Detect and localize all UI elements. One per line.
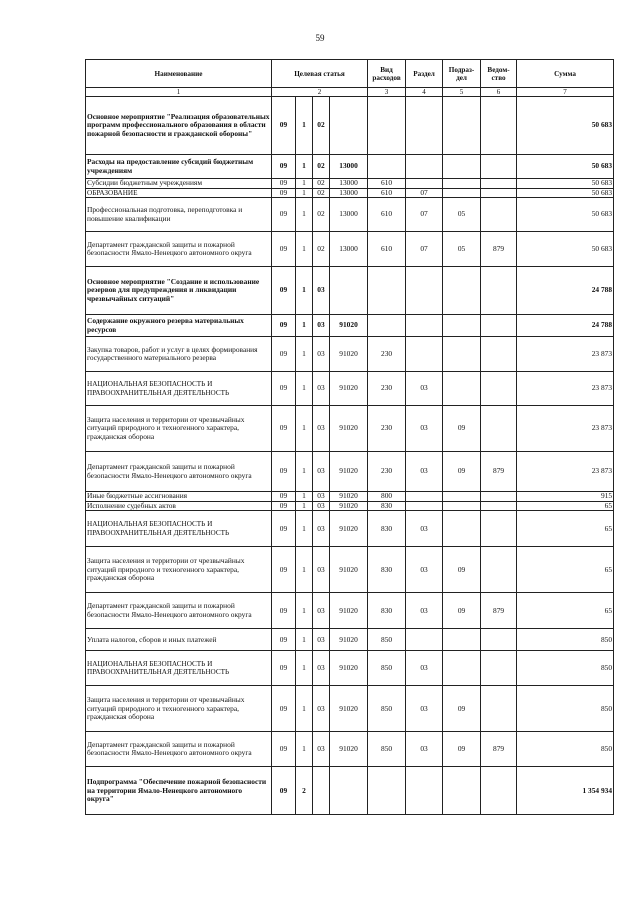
section: 03 [406, 547, 443, 593]
target-subprogram: 1 [296, 501, 313, 511]
target-subprogram: 1 [296, 406, 313, 452]
expense-type [368, 155, 406, 179]
amount: 65 [517, 511, 614, 547]
expense-type: 850 [368, 732, 406, 767]
amount: 65 [517, 501, 614, 511]
amount: 65 [517, 593, 614, 629]
header-exp-type: Вид расходов [368, 60, 406, 88]
row-name: Департамент гражданской защиты и пожарной безопасности Ямало-Ненецкого автономного округа [86, 593, 272, 629]
target-direction: 91020 [330, 547, 368, 593]
section [406, 155, 443, 179]
expense-type: 830 [368, 511, 406, 547]
table-row [86, 198, 614, 232]
target-activity: 03 [313, 492, 330, 502]
section [406, 179, 443, 189]
column-number: 3 [368, 88, 406, 97]
subsection [443, 767, 481, 815]
target-program: 09 [272, 267, 296, 315]
department-code [481, 372, 517, 406]
expense-type: 850 [368, 651, 406, 686]
expense-type: 230 [368, 337, 406, 372]
header-department: Ведом-ство [481, 60, 517, 88]
table-row [86, 651, 614, 686]
target-subprogram: 1 [296, 232, 313, 267]
target-activity: 03 [313, 315, 330, 337]
target-subprogram: 1 [296, 511, 313, 547]
expense-type [368, 267, 406, 315]
department-code [481, 547, 517, 593]
column-number: 2 [272, 88, 368, 97]
target-direction: 91020 [330, 406, 368, 452]
target-program: 09 [272, 492, 296, 502]
subsection [443, 492, 481, 502]
target-activity: 02 [313, 179, 330, 189]
section: 07 [406, 232, 443, 267]
target-subprogram: 1 [296, 629, 313, 651]
amount: 24 788 [517, 267, 614, 315]
budget-table [85, 59, 614, 815]
amount: 23 873 [517, 452, 614, 492]
row-name: Основное мероприятие "Реализация образовательных программ профессионального образования в области пожарной безопасности и гражданской обороны" [86, 97, 272, 155]
department-code: 879 [481, 593, 517, 629]
section [406, 501, 443, 511]
subsection [443, 372, 481, 406]
amount: 850 [517, 629, 614, 651]
table-row [86, 155, 614, 179]
target-activity: 02 [313, 232, 330, 267]
target-direction: 91020 [330, 651, 368, 686]
expense-type: 230 [368, 452, 406, 492]
row-name: Основное мероприятие "Создание и использование резервов для предупреждения и ликвидации чрезвычайных ситуаций" [86, 267, 272, 315]
target-program: 09 [272, 198, 296, 232]
row-name: Департамент гражданской защиты и пожарной безопасности Ямало-Ненецкого автономного округа [86, 452, 272, 492]
target-subprogram: 1 [296, 651, 313, 686]
row-name: Иные бюджетные ассигнования [86, 492, 272, 502]
section: 03 [406, 651, 443, 686]
target-direction: 13000 [330, 155, 368, 179]
subsection [443, 315, 481, 337]
target-activity: 03 [313, 686, 330, 732]
subsection [443, 501, 481, 511]
amount: 50 683 [517, 97, 614, 155]
amount: 50 683 [517, 188, 614, 198]
target-activity: 03 [313, 651, 330, 686]
column-number: 7 [517, 88, 614, 97]
section [406, 767, 443, 815]
amount: 1 354 934 [517, 767, 614, 815]
target-program: 09 [272, 97, 296, 155]
target-subprogram: 1 [296, 492, 313, 502]
section [406, 267, 443, 315]
target-subprogram: 2 [296, 767, 313, 815]
target-subprogram: 1 [296, 97, 313, 155]
target-program: 09 [272, 452, 296, 492]
amount: 23 873 [517, 406, 614, 452]
target-activity: 03 [313, 501, 330, 511]
column-number-row [86, 88, 614, 97]
amount: 50 683 [517, 198, 614, 232]
department-code: 879 [481, 232, 517, 267]
target-direction: 91020 [330, 315, 368, 337]
page-number: 59 [315, 33, 325, 43]
subsection [443, 267, 481, 315]
section [406, 629, 443, 651]
target-direction: 13000 [330, 232, 368, 267]
target-activity [313, 767, 330, 815]
target-program: 09 [272, 372, 296, 406]
target-direction: 91020 [330, 686, 368, 732]
table-row [86, 452, 614, 492]
table-row [86, 492, 614, 502]
target-activity: 03 [313, 732, 330, 767]
target-activity: 03 [313, 452, 330, 492]
amount: 24 788 [517, 315, 614, 337]
subsection [443, 155, 481, 179]
table-row [86, 767, 614, 815]
target-direction: 91020 [330, 732, 368, 767]
amount: 850 [517, 686, 614, 732]
target-program: 09 [272, 337, 296, 372]
table-row [86, 732, 614, 767]
expense-type: 850 [368, 686, 406, 732]
target-subprogram: 1 [296, 179, 313, 189]
table-row [86, 315, 614, 337]
table-row [86, 686, 614, 732]
target-activity: 03 [313, 511, 330, 547]
row-name: НАЦИОНАЛЬНАЯ БЕЗОПАСНОСТЬ И ПРАВООХРАНИТЕЛЬНАЯ ДЕЯТЕЛЬНОСТЬ [86, 372, 272, 406]
amount: 50 683 [517, 232, 614, 267]
row-name: НАЦИОНАЛЬНАЯ БЕЗОПАСНОСТЬ И ПРАВООХРАНИТЕЛЬНАЯ ДЕЯТЕЛЬНОСТЬ [86, 511, 272, 547]
subsection [443, 337, 481, 372]
table-row [86, 511, 614, 547]
table-row [86, 188, 614, 198]
target-direction: 13000 [330, 179, 368, 189]
header-row [86, 60, 614, 88]
row-name: Защита населения и территории от чрезвычайных ситуаций природного и техногенного характера, гражданская оборона [86, 686, 272, 732]
department-code [481, 315, 517, 337]
expense-type: 830 [368, 547, 406, 593]
section: 07 [406, 198, 443, 232]
expense-type [368, 767, 406, 815]
target-activity: 03 [313, 629, 330, 651]
row-name: Закупка товаров, работ и услуг в целях формирования государственного материального резерва [86, 337, 272, 372]
amount: 850 [517, 651, 614, 686]
section [406, 492, 443, 502]
amount: 65 [517, 547, 614, 593]
target-subprogram: 1 [296, 732, 313, 767]
header-amount: Сумма [517, 60, 614, 88]
header-name: Наименование [86, 60, 272, 88]
department-code [481, 179, 517, 189]
row-name: Защита населения и территории от чрезвычайных ситуаций природного и техногенного характера, гражданская оборона [86, 547, 272, 593]
section: 03 [406, 686, 443, 732]
amount: 23 873 [517, 372, 614, 406]
subsection [443, 651, 481, 686]
section: 03 [406, 511, 443, 547]
amount: 850 [517, 732, 614, 767]
row-name: Содержание окружного резерва материальных ресурсов [86, 315, 272, 337]
row-name: Подпрограмма "Обеспечение пожарной безопасности на территории Ямало-Ненецкого автономного округа" [86, 767, 272, 815]
expense-type: 610 [368, 232, 406, 267]
subsection [443, 179, 481, 189]
target-program: 09 [272, 629, 296, 651]
department-code: 879 [481, 732, 517, 767]
table-row [86, 179, 614, 189]
target-program: 09 [272, 155, 296, 179]
target-direction: 91020 [330, 511, 368, 547]
section: 03 [406, 593, 443, 629]
department-code [481, 97, 517, 155]
target-activity: 02 [313, 155, 330, 179]
department-code [481, 511, 517, 547]
target-program: 09 [272, 406, 296, 452]
row-name: Расходы на предоставление субсидий бюджетным учреждениям [86, 155, 272, 179]
expense-type: 230 [368, 406, 406, 452]
section [406, 315, 443, 337]
subsection [443, 511, 481, 547]
subsection: 09 [443, 406, 481, 452]
target-direction: 91020 [330, 492, 368, 502]
row-name: НАЦИОНАЛЬНАЯ БЕЗОПАСНОСТЬ И ПРАВООХРАНИТЕЛЬНАЯ ДЕЯТЕЛЬНОСТЬ [86, 651, 272, 686]
target-subprogram: 1 [296, 372, 313, 406]
header-section: Раздел [406, 60, 443, 88]
target-program: 09 [272, 501, 296, 511]
row-name: Департамент гражданской защиты и пожарной безопасности Ямало-Ненецкого автономного округа [86, 732, 272, 767]
expense-type [368, 315, 406, 337]
column-number: 6 [481, 88, 517, 97]
target-subprogram: 1 [296, 267, 313, 315]
section [406, 337, 443, 372]
header-target: Целевая статья [272, 60, 368, 88]
department-code [481, 267, 517, 315]
expense-type: 230 [368, 372, 406, 406]
target-direction: 13000 [330, 188, 368, 198]
target-direction: 13000 [330, 198, 368, 232]
target-program: 09 [272, 686, 296, 732]
section: 03 [406, 452, 443, 492]
amount: 50 683 [517, 179, 614, 189]
table-row [86, 232, 614, 267]
row-name: ОБРАЗОВАНИЕ [86, 188, 272, 198]
amount: 50 683 [517, 155, 614, 179]
expense-type: 850 [368, 629, 406, 651]
target-activity: 02 [313, 188, 330, 198]
amount: 23 873 [517, 337, 614, 372]
subsection [443, 97, 481, 155]
row-name: Защита населения и территории от чрезвычайных ситуаций природного и техногенного характера, гражданская оборона [86, 406, 272, 452]
target-direction [330, 97, 368, 155]
row-name: Исполнение судебных актов [86, 501, 272, 511]
target-program: 09 [272, 232, 296, 267]
table-row [86, 547, 614, 593]
table-body [86, 97, 614, 815]
subsection [443, 188, 481, 198]
target-direction: 91020 [330, 593, 368, 629]
section: 03 [406, 732, 443, 767]
target-direction [330, 267, 368, 315]
department-code [481, 337, 517, 372]
department-code [481, 492, 517, 502]
section: 03 [406, 406, 443, 452]
target-activity: 03 [313, 406, 330, 452]
target-subprogram: 1 [296, 315, 313, 337]
expense-type: 800 [368, 492, 406, 502]
target-program: 09 [272, 651, 296, 686]
target-program: 09 [272, 315, 296, 337]
target-activity: 02 [313, 97, 330, 155]
department-code [481, 406, 517, 452]
table-row [86, 267, 614, 315]
column-number: 4 [406, 88, 443, 97]
target-activity: 03 [313, 547, 330, 593]
target-subprogram: 1 [296, 686, 313, 732]
table-row [86, 501, 614, 511]
department-code [481, 501, 517, 511]
subsection: 09 [443, 452, 481, 492]
target-subprogram: 1 [296, 198, 313, 232]
table-row [86, 372, 614, 406]
section: 03 [406, 372, 443, 406]
section [406, 97, 443, 155]
subsection: 05 [443, 198, 481, 232]
target-direction [330, 767, 368, 815]
column-number: 1 [86, 88, 272, 97]
expense-type: 610 [368, 179, 406, 189]
target-subprogram: 1 [296, 547, 313, 593]
department-code [481, 686, 517, 732]
target-activity: 03 [313, 337, 330, 372]
table-row [86, 337, 614, 372]
department-code [481, 198, 517, 232]
target-activity: 03 [313, 372, 330, 406]
subsection: 05 [443, 232, 481, 267]
row-name: Профессиональная подготовка, переподготовка и повышение квалификации [86, 198, 272, 232]
subsection: 09 [443, 593, 481, 629]
target-program: 09 [272, 179, 296, 189]
department-code [481, 629, 517, 651]
department-code [481, 651, 517, 686]
section: 07 [406, 188, 443, 198]
expense-type: 610 [368, 188, 406, 198]
target-program: 09 [272, 547, 296, 593]
row-name: Департамент гражданской защиты и пожарной безопасности Ямало-Ненецкого автономного округа [86, 232, 272, 267]
expense-type: 610 [368, 198, 406, 232]
target-subprogram: 1 [296, 593, 313, 629]
target-direction: 91020 [330, 629, 368, 651]
target-program: 09 [272, 593, 296, 629]
target-program: 09 [272, 188, 296, 198]
subsection: 09 [443, 732, 481, 767]
target-subprogram: 1 [296, 337, 313, 372]
row-name: Уплата налогов, сборов и иных платежей [86, 629, 272, 651]
target-program: 09 [272, 767, 296, 815]
header-subsection: Подраз-дел [443, 60, 481, 88]
expense-type: 830 [368, 501, 406, 511]
department-code [481, 767, 517, 815]
department-code [481, 155, 517, 179]
target-subprogram: 1 [296, 155, 313, 179]
table-row [86, 629, 614, 651]
subsection [443, 629, 481, 651]
expense-type [368, 97, 406, 155]
target-direction: 91020 [330, 452, 368, 492]
target-program: 09 [272, 511, 296, 547]
target-activity: 03 [313, 593, 330, 629]
table-row [86, 97, 614, 155]
subsection: 09 [443, 686, 481, 732]
department-code: 879 [481, 452, 517, 492]
department-code [481, 188, 517, 198]
target-activity: 02 [313, 198, 330, 232]
table-row [86, 406, 614, 452]
target-program: 09 [272, 732, 296, 767]
target-direction: 91020 [330, 337, 368, 372]
amount: 915 [517, 492, 614, 502]
table-row [86, 593, 614, 629]
target-direction: 91020 [330, 501, 368, 511]
target-subprogram: 1 [296, 188, 313, 198]
column-number: 5 [443, 88, 481, 97]
target-direction: 91020 [330, 372, 368, 406]
expense-type: 830 [368, 593, 406, 629]
subsection: 09 [443, 547, 481, 593]
row-name: Субсидии бюджетным учреждениям [86, 179, 272, 189]
target-activity: 03 [313, 267, 330, 315]
target-subprogram: 1 [296, 452, 313, 492]
